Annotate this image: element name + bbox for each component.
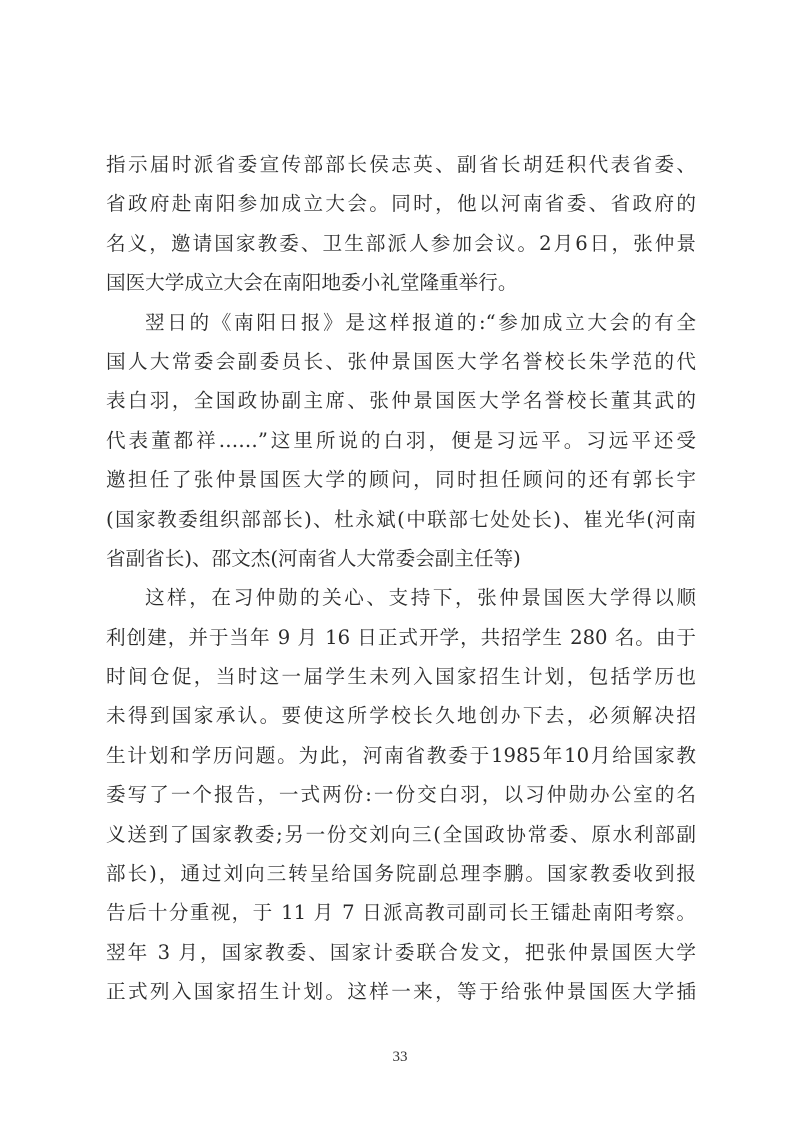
text-line: 翌日的《南阳日报》是这样报道的:“参加成立大会的有全 [145, 310, 696, 334]
text-line: 部长)，通过刘向三转呈给国务院副总理李鹏。国家教委收到报 [106, 862, 696, 886]
text-line: 名义，邀请国家教委、卫生部派人参加会议。2月6日，张仲景 [106, 231, 696, 255]
text-line: 邀担任了张仲景国医大学的顾问，同时担任顾问的还有郭长宇 [106, 468, 696, 492]
text-line: 省政府赴南阳参加成立大会。同时，他以河南省委、省政府的 [106, 192, 696, 216]
text-line: 利创建，并于当年 9 月 16 日正式开学，共招学生 280 名。由于 [106, 625, 696, 649]
text-line: 时间仓促，当时这一届学生未列入国家招生计划，包括学历也 [106, 665, 696, 689]
text-line: 告后十分重视，于 11 月 7 日派高教司副司长王镭赴南阳考察。 [106, 901, 696, 925]
text-line: 省副省长)、邵文杰(河南省人大常委会副主任等) [106, 546, 521, 570]
text-line: 正式列入国家招生计划。这样一来，等于给张仲景国医大学插 [106, 980, 696, 1004]
text-line: 指示届时派省委宣传部部长侯志英、副省长胡廷积代表省委、 [106, 153, 696, 176]
text-line: 表白羽，全国政协副主席、张仲景国医大学名誉校长董其武的 [106, 389, 696, 413]
text-line: 这样，在习仲勋的关心、支持下，张仲景国医大学得以顺 [145, 586, 696, 610]
text-line: 未得到国家承认。要使这所学校长久地创办下去，必须解决招 [106, 704, 696, 728]
text-line: 国医大学成立大会在南阳地委小礼堂隆重举行。 [106, 271, 518, 295]
text-line: 国人大常委会副委员长、张仲景国医大学名誉校长朱学范的代 [106, 349, 696, 373]
page-number: 33 [392, 1049, 408, 1065]
text-line: 翌年 3 月，国家教委、国家计委联合发文，把张仲景国医大学 [106, 940, 696, 964]
text-line: 委写了一个报告，一式两份:一份交白羽，以习仲勋办公室的名 [106, 783, 696, 807]
text-line: (国家教委组织部部长)、杜永斌(中联部七处处长)、崔光华(河南 [106, 507, 696, 531]
text-line: 代表董都祥……”这里所说的白羽，便是习远平。习远平还受 [106, 428, 696, 452]
text-line: 生计划和学历问题。为此，河南省教委于1985年10月给国家教 [106, 743, 696, 767]
body-text [106, 145, 696, 1012]
text-line: 义送到了国家教委;另一份交刘向三(全国政协常委、原水利部副 [106, 822, 696, 846]
